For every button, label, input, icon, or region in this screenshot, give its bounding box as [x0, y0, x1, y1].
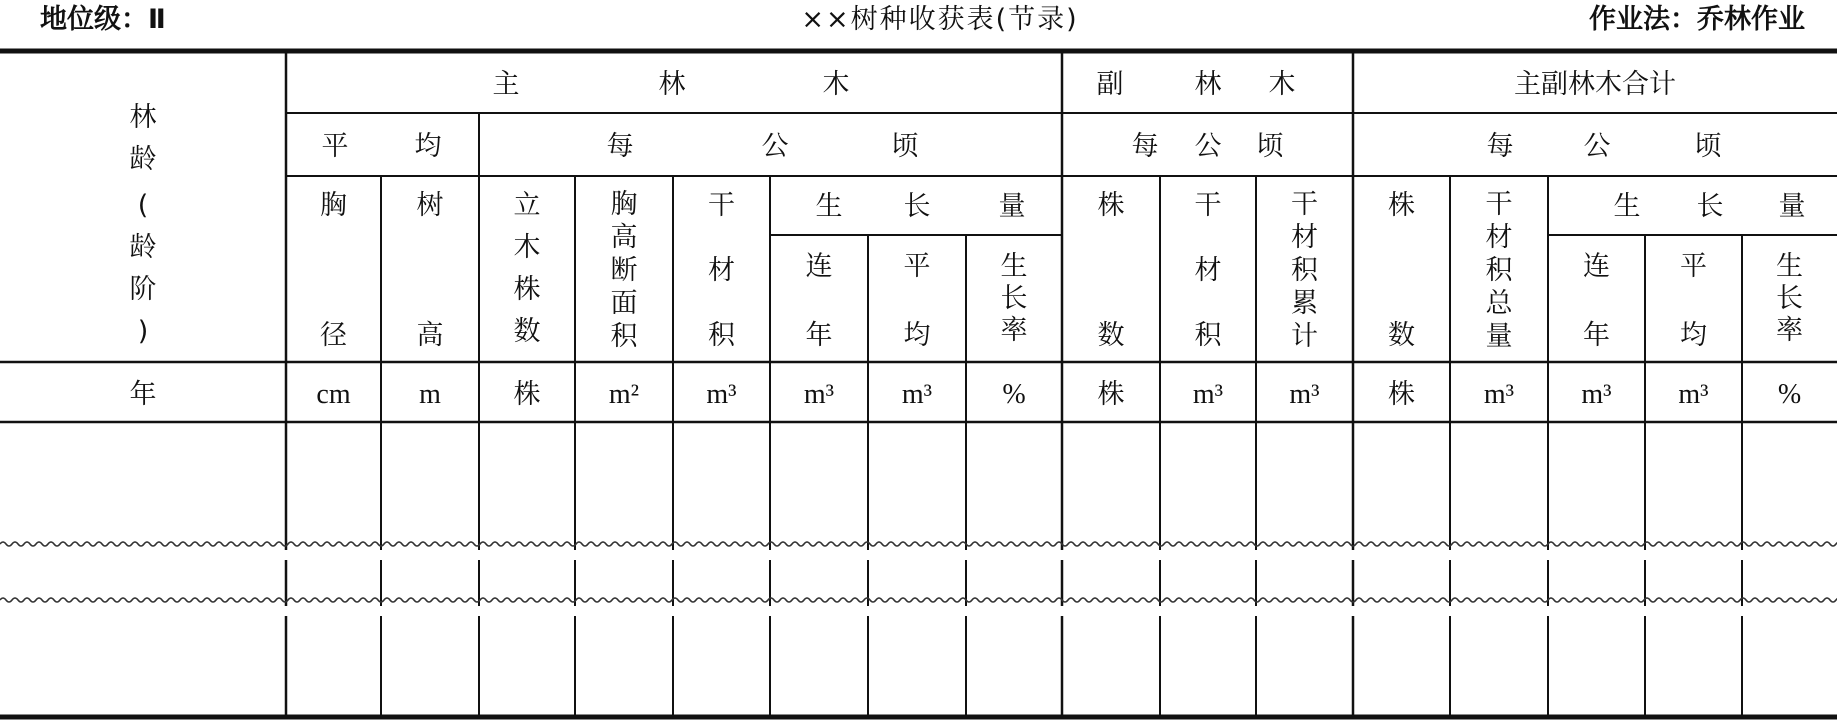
sub-cumulative-volume-header: 材	[1291, 222, 1318, 253]
age-column-header: 龄	[129, 144, 157, 175]
total-current-increment-header: 年	[1583, 320, 1610, 351]
stem-count-header: 立	[513, 190, 541, 221]
unit-sub-stems: 株	[1097, 379, 1125, 410]
unit-mean: m³	[901, 379, 933, 410]
management-method-label: 作业法：乔林作业	[1589, 4, 1805, 35]
sub-volume-header: 材	[1194, 255, 1222, 286]
total-volume-header: 材	[1485, 222, 1513, 253]
sub-cumulative-volume-header: 累	[1291, 288, 1318, 319]
per-hectare-header: 公	[761, 131, 789, 162]
stem-count-header: 数	[513, 316, 541, 347]
volume-header: 积	[708, 320, 735, 351]
unit-age: 年	[129, 379, 157, 410]
break-line	[0, 542, 1837, 546]
basal-area-header: 积	[610, 321, 638, 352]
growth-header: 量	[1778, 191, 1806, 222]
sub-cumulative-volume-header: 干	[1291, 189, 1318, 220]
dbh-header: 胸	[320, 190, 347, 221]
total-growth-rate-header: 生	[1776, 251, 1803, 282]
volume-header: 材	[708, 255, 735, 286]
per-hectare-header: 顷	[1694, 131, 1722, 162]
age-column-header: 龄	[129, 232, 157, 263]
total-volume-header: 总	[1485, 288, 1513, 319]
total-volume-header: 积	[1485, 255, 1513, 286]
unit-sub-volume: m³	[1192, 379, 1224, 410]
subordinate-stand-header: 副	[1096, 69, 1124, 100]
total-volume-header: 干	[1485, 189, 1513, 220]
stem-count-header: 木	[513, 232, 541, 263]
sub-stem-count-header: 株	[1097, 190, 1125, 221]
dbh-header: 径	[320, 320, 347, 351]
per-hectare-header: 每	[1486, 131, 1514, 162]
unit-tot-rate: %	[1777, 379, 1802, 410]
age-column-header: )	[137, 316, 149, 347]
main-stand-header: 木	[822, 69, 850, 100]
mean-increment-header: 平	[903, 251, 931, 282]
growth-header: 长	[903, 191, 931, 222]
unit-tot-current: m³	[1581, 379, 1612, 410]
height-header: 高	[416, 320, 444, 351]
total-volume-header: 量	[1485, 321, 1513, 352]
sub-cumulative-volume-header: 计	[1291, 321, 1318, 352]
growth-header: 量	[998, 191, 1026, 222]
sub-cumulative-volume-header: 积	[1291, 255, 1318, 286]
per-hectare-header: 每	[606, 131, 634, 162]
per-hectare-header: 顷	[1256, 131, 1284, 162]
age-column-header: 林	[129, 102, 157, 133]
current-increment-header: 连	[805, 251, 833, 282]
per-hectare-header: 顷	[891, 131, 919, 162]
sub-volume-header: 积	[1194, 320, 1222, 351]
sub-stem-count-header: 数	[1097, 320, 1125, 351]
basal-area-header: 胸	[610, 189, 638, 220]
subordinate-stand-header: 木	[1268, 69, 1296, 100]
main-stand-header: 林	[658, 69, 686, 100]
mean-increment-header: 均	[903, 320, 931, 351]
average-header: 均	[414, 131, 442, 162]
break-gap	[0, 606, 1837, 616]
total-stem-count-header: 数	[1388, 320, 1415, 351]
growth-rate-header: 率	[1000, 315, 1028, 346]
total-growth-rate-header: 长	[1776, 283, 1803, 314]
unit-tot-stems: 株	[1388, 379, 1415, 410]
growth-rate-header: 生	[1000, 251, 1028, 282]
average-header: 平	[321, 131, 349, 162]
per-hectare-header: 每	[1131, 131, 1159, 162]
total-mean-increment-header: 均	[1680, 320, 1707, 351]
combined-stand-header: 主副林木合计	[1514, 69, 1676, 100]
table-title: ××树种收获表(节录)	[801, 4, 1079, 35]
site-class-label: 地位级：Ⅱ	[40, 4, 166, 35]
age-column-header: 阶	[129, 274, 157, 305]
unit-rate: %	[1002, 379, 1026, 410]
basal-area-header: 面	[610, 288, 638, 319]
basal-area-header: 高	[610, 222, 638, 253]
growth-header: 长	[1696, 191, 1724, 222]
per-hectare-header: 公	[1583, 131, 1611, 162]
main-stand-header: 主	[492, 69, 520, 100]
break-gap	[0, 550, 1837, 560]
age-column-header: (	[137, 190, 149, 221]
volume-header: 干	[708, 190, 735, 221]
basal-area-header: 断	[610, 255, 638, 286]
per-hectare-header: 公	[1194, 131, 1222, 162]
stem-count-header: 株	[513, 274, 541, 305]
total-mean-increment-header: 平	[1680, 251, 1707, 282]
growth-header: 生	[815, 191, 843, 222]
unit-dbh: cm	[316, 379, 351, 410]
unit-basal: m²	[608, 379, 640, 410]
sub-volume-header: 干	[1194, 190, 1222, 221]
unit-volume: m³	[706, 379, 737, 410]
unit-current: m³	[803, 379, 835, 410]
total-current-increment-header: 连	[1583, 251, 1610, 282]
subordinate-stand-header: 林	[1194, 69, 1222, 100]
break-line	[0, 598, 1837, 602]
unit-sub-cum: m³	[1289, 379, 1320, 410]
total-growth-rate-header: 率	[1776, 315, 1803, 346]
unit-tot-mean: m³	[1678, 379, 1709, 410]
current-increment-header: 年	[805, 320, 833, 351]
unit-tot-volume: m³	[1483, 379, 1515, 410]
height-header: 树	[416, 190, 444, 221]
unit-height: m	[419, 379, 441, 410]
growth-rate-header: 长	[1000, 283, 1028, 314]
growth-header: 生	[1613, 191, 1641, 222]
total-stem-count-header: 株	[1388, 190, 1415, 221]
unit-stems: 株	[513, 379, 541, 410]
